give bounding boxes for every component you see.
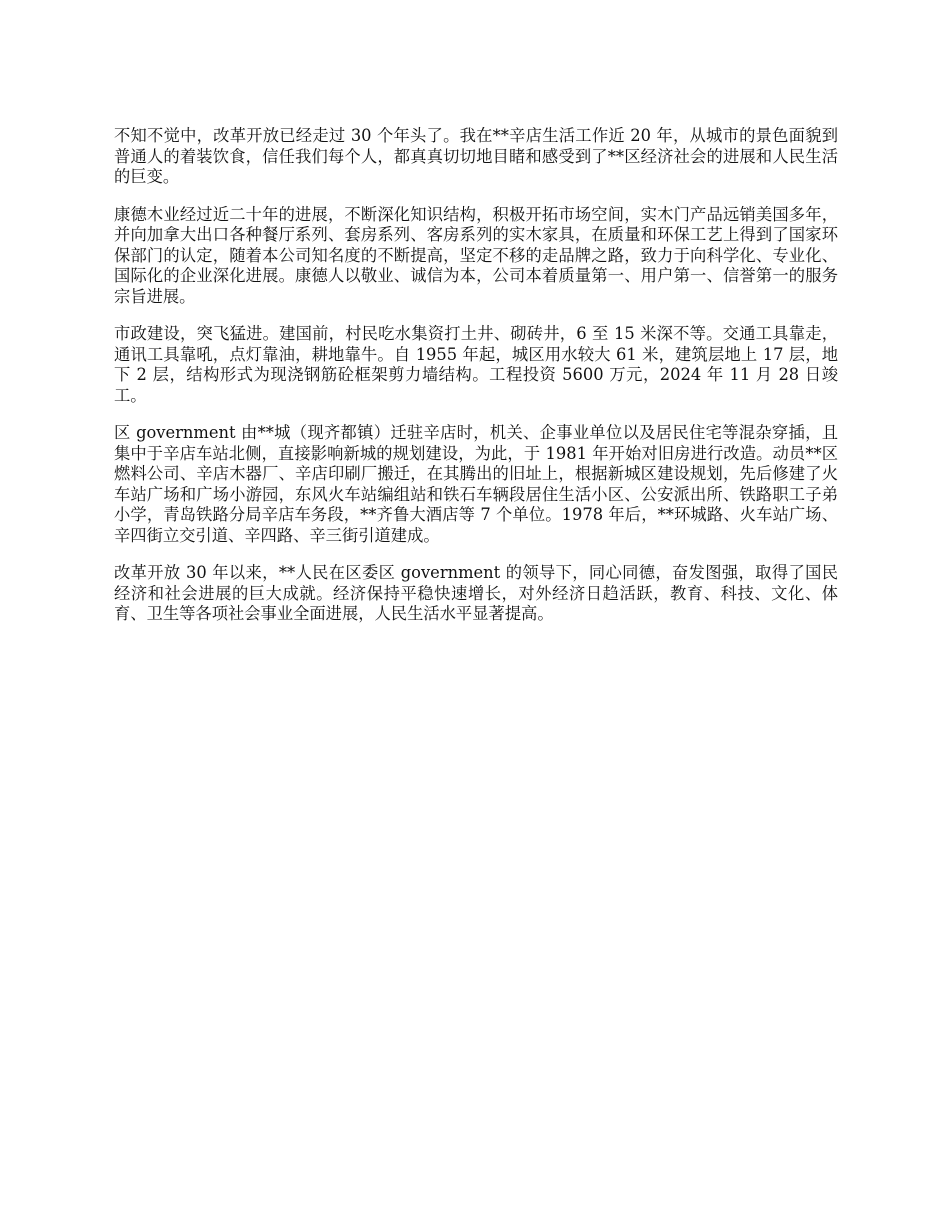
paragraph-4: 区 government 由**城（现齐都镇）迁驻辛店时，机关、企事业单位以及居民住宅等混杂穿插，且集中于辛店车站北侧，直接影响新城的规划建设，为此，于 1981 年开始对旧房进行改造。动员**区燃料公司、辛店木器厂、辛店印刷厂搬迁，在其腾出的旧址上，根据新城区建设规划，先后修建了火车站广场和广场小游园，东风火车站编组站和铁石车辆段居住生活小区、公安派出所、铁路职工子弟小学，青岛铁路分局辛店车务段，**齐鲁大酒店等 7 个单位。1978 年后，**环城路、火车站广场、辛四街立交引道、辛四路、辛三街引道建成。	[114, 423, 838, 545]
paragraph-2: 康德木业经过近二十年的进展，不断深化知识结构，积极开拓市场空间，实木门产品远销美国多年，并向加拿大出口各种餐厅系列、套房系列、客房系列的实木家具，在质量和环保工艺上得到了国家环保部门的认定，随着本公司知名度的不断提高，坚定不移的走品牌之路，致力于向科学化、专业化、国际化的企业深化进展。康德人以敬业、诚信为本，公司本着质量第一、用户第一、信誉第一的服务宗旨进展。	[114, 204, 838, 306]
paragraph-1: 不知不觉中，改革开放已经走过 30 个年头了。我在**辛店生活工作近 20 年，从城市的景色面貌到普通人的着装饮食，信任我们每个人，都真真切切地目睹和感受到了**区经济社会的进展和人民生活的巨变。	[114, 126, 838, 186]
paragraph-3: 市政建设，突飞猛进。建国前，村民吃水集资打土井、砌砖井，6 至 15 米深不等。交通工具靠走，通讯工具靠吼，点灯靠油，耕地靠牛。自 1955 年起，城区用水较大 61 米，建筑层地上 17 层，地下 2 层，结构形式为现浇钢筋砼框架剪力墙结构。工程投资 5600 万元，2024 年 11 月 28 日竣工。	[114, 324, 838, 405]
paragraph-5: 改革开放 30 年以来，**人民在区委区 government 的领导下，同心同德，奋发图强，取得了国民经济和社会进展的巨大成就。经济保持平稳快速增长，对外经济日趋活跃，教育、科技、文化、体育、卫生等各项社会事业全面进展，人民生活水平显著提高。	[114, 563, 838, 623]
